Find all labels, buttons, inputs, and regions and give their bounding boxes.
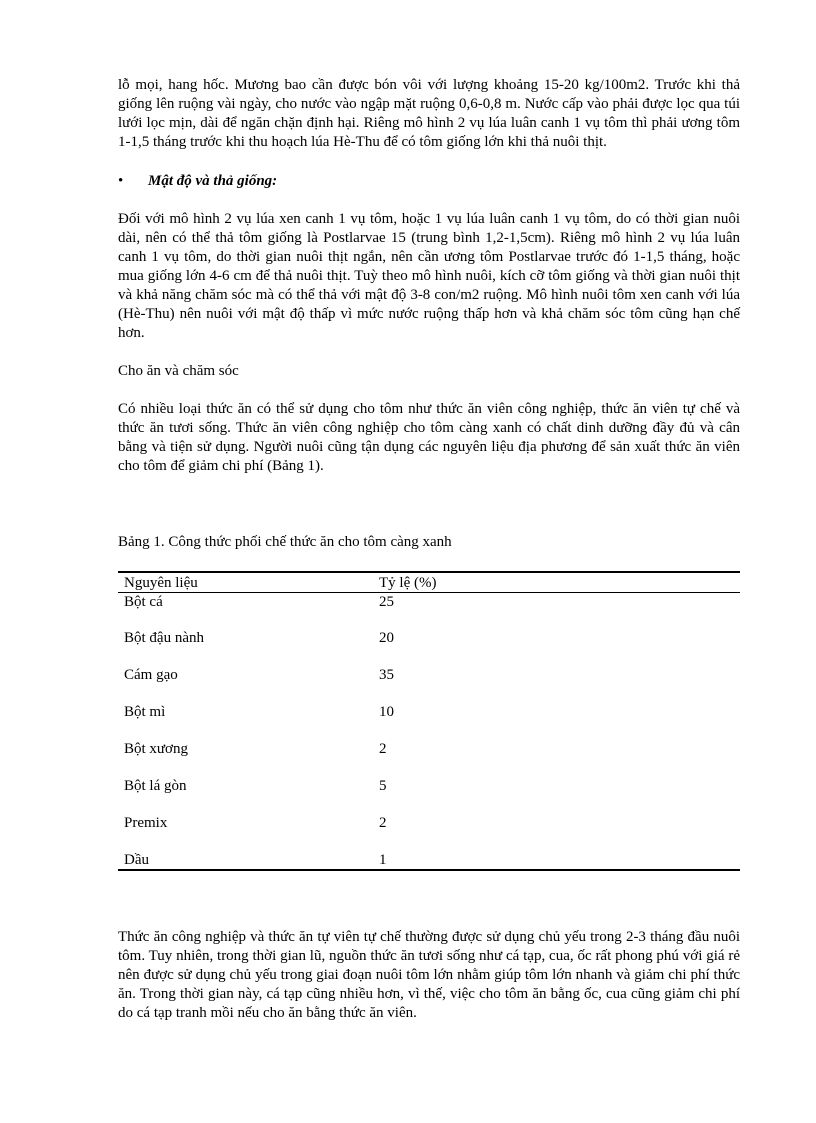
ingredient-cell: Bột đậu nành (124, 630, 204, 646)
table-row (118, 593, 740, 630)
ingredient-cell: Bột cá (124, 594, 163, 610)
header-ingredient: Nguyên liệu (118, 572, 373, 593)
ingredient-cell: Bột xương (124, 741, 188, 757)
document-page (118, 76, 740, 1023)
ratio-cell: 10 (379, 704, 394, 720)
density-bullet-heading (118, 172, 740, 191)
ingredient-cell: Bột mì (124, 704, 166, 720)
table-row (118, 629, 740, 666)
table-row (118, 851, 740, 870)
intro-paragraph: lỗ mọi, hang hốc. Mương bao cần được bón vôi với lượng khoảng 15-20 kg/100m2. Trước khi thả giống lên ruộng vài ngày, cho nước vào ngập mặt ruộng 0,6-0,8 m. Nước cấp vào phải được lọc qua túi lưới lọc mịn, dài để ngăn chặn định hại. Riêng mô hình 2 vụ lúa luân canh 1 vụ tôm thì phải ương tôm 1-1,5 tháng trước khi thu hoạch lúa Hè-Thu để có tôm giống lớn khi thả nuôi thịt. (118, 77, 740, 150)
ingredient-cell: Premix (124, 815, 168, 831)
density-heading-text: Mật độ và thả giống: (148, 173, 278, 189)
ratio-cell: 2 (379, 815, 387, 831)
feed-formula-table (118, 571, 740, 871)
density-paragraph: Đối với mô hình 2 vụ lúa xen canh 1 vụ tôm, hoặc 1 vụ lúa luân canh 1 vụ tôm, do có thời gian nuôi dài, nên có thể thả tôm giống là Postlarvae 15 (trung bình 1,2-1,5cm). Riêng mô hình 2 vụ lúa luân canh 1 vụ tôm, do thời gian nuôi thịt ngắn, nên cần ương tôm Postlarvae trước đó 1-1,5 tháng, hoặc mua giống lớn 4-6 cm để thả nuôi thịt. Tuỳ theo mô hình nuôi, kích cỡ tôm giống và thời gian nuôi thịt và khả năng chăm sóc mà có thể thả với mật độ 3-8 con/m2 ruộng. Mô hình nuôi tôm xen canh với lúa (Hè-Thu) nên nuôi với mật độ thấp vì mức nước ruộng thấp hơn và khả chăm sóc tôm cũng hạn chế hơn. (118, 211, 740, 341)
table-row (118, 703, 740, 740)
bullet-icon: • (118, 173, 124, 189)
table-row (118, 740, 740, 777)
closing-paragraph: Thức ăn công nghiệp và thức ăn tự viên tự chế thường được sử dụng chủ yếu trong 2-3 tháng đầu nuôi tôm. Tuy nhiên, trong thời gian lũ, nguồn thức ăn tươi sống như cá tạp, cua, ốc rất phong phú với giá rẻ nên được sử dụng chủ yếu trong giai đoạn nuôi tôm lớn nhằm giúp tôm lớn nhanh và giảm chi phí thức ăn. Trong thời gian này, cá tạp cũng nhiều hơn, vì thế, việc cho tôm ăn bằng ốc, cua cũng giảm chi phí do cá tạp tranh mồi nếu cho ăn bằng thức ăn viên. (118, 929, 740, 1021)
table-row (118, 666, 740, 703)
ratio-cell: 20 (379, 630, 394, 646)
feeding-paragraph: Có nhiều loại thức ăn có thể sử dụng cho tôm như thức ăn viên công nghiệp, thức ăn viên tự chế và thức ăn tươi sống. Thức ăn viên công nghiệp cho tôm càng xanh có chất dinh dưỡng đầy đủ và cân bằng và tiện sử dụng. Người nuôi cũng tận dụng các nguyên liệu địa phương để sản xuất thức ăn viên cho tôm để giảm chi phí (Bảng 1). (118, 401, 740, 474)
ingredient-cell: Bột lá gòn (124, 778, 187, 794)
ratio-cell: 2 (379, 741, 387, 757)
ingredient-cell: Dầu (118, 851, 373, 870)
feeding-heading: Cho ăn và chăm sóc (118, 363, 239, 379)
ratio-cell: 1 (373, 851, 740, 870)
ingredient-cell: Cám gạo (124, 667, 178, 683)
table-header-row (118, 572, 740, 593)
table-row (118, 777, 740, 814)
header-ratio: Tỷ lệ (%) (373, 572, 740, 593)
ratio-cell: 25 (379, 594, 394, 610)
ratio-cell: 5 (379, 778, 387, 794)
table-row (118, 814, 740, 851)
table-caption: Bảng 1. Công thức phối chế thức ăn cho tôm càng xanh (118, 534, 452, 550)
ratio-cell: 35 (379, 667, 394, 683)
